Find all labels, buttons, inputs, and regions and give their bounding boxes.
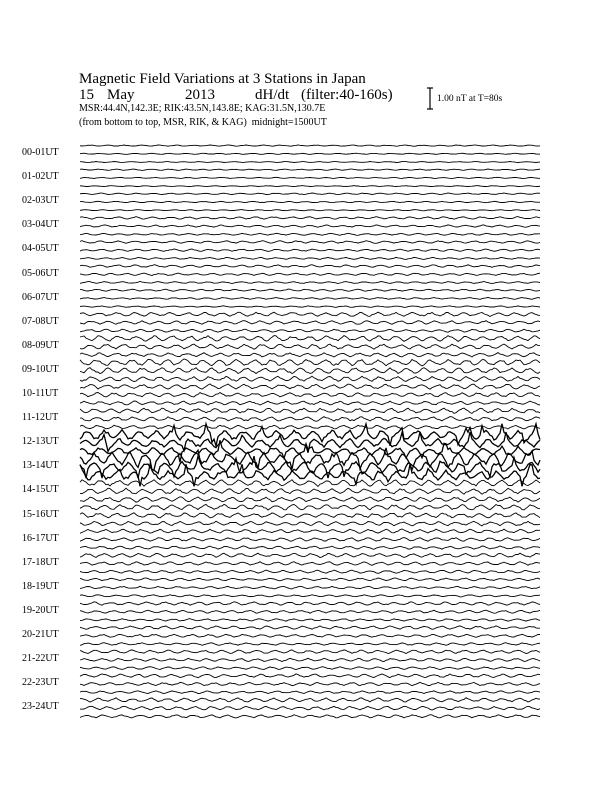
scale-bar [427,88,433,109]
hour-label: 19-20UT [22,604,59,616]
trace-kag-14-15UT [80,480,540,487]
trace-rik-04-05UT [80,249,540,251]
hour-label: 06-07UT [22,291,59,303]
hour-label: 12-13UT [22,436,59,448]
trace-rik-16-17UT [80,538,540,542]
hour-label: 13-14UT [22,460,59,472]
trace-msr-05-06UT [80,282,540,284]
midnight-note: midnight=1500UT [251,117,327,128]
hour-label: 05-06UT [22,267,59,279]
trace-kag-23-24UT [80,698,540,702]
trace-msr-18-19UT [80,595,540,597]
trace-rik-19-20UT [80,610,540,613]
hour-label: 07-08UT [22,315,59,327]
trace-rik-02-03UT [80,201,540,202]
quantity-label: dH/dt [255,87,290,103]
trace-rik-18-19UT [80,586,540,589]
trace-kag-15-16UT [80,504,540,510]
trace-rik-05-06UT [80,273,540,275]
hour-label: 15-16UT [22,508,59,520]
trace-rik-01-02UT [80,177,540,178]
hour-label: 04-05UT [22,243,59,255]
trace-msr-17-18UT [80,570,540,573]
trace-kag-21-22UT [80,650,540,654]
trace-rik-21-22UT [80,658,540,661]
hour-label: 08-09UT [22,339,59,351]
hour-label: 20-21UT [22,629,59,640]
trace-kag-10-11UT [80,384,540,389]
trace-msr-03-04UT [80,233,540,235]
trace-kag-17-18UT [80,553,540,557]
trace-kag-04-05UT [80,241,540,244]
trace-kag-05-06UT [80,265,540,268]
hour-label: 18-19UT [22,580,59,592]
trace-kag-09-10UT [80,359,540,366]
filter-label: (filter:40-160s) [301,87,393,103]
trace-rik-07-08UT [80,321,540,325]
scale-bar-label: 1.00 nT at T=80s [437,94,503,104]
trace-kag-02-03UT [80,193,540,195]
date-year: 2013 [185,87,215,103]
trace-rik-14-15UT [80,488,540,494]
trace-msr-06-07UT [80,306,540,308]
hour-label: 11-12UT [22,412,59,424]
trace-rik-09-10UT [80,368,540,374]
trace-msr-11-12UT [80,425,540,429]
hour-label: 22-23UT [22,677,59,689]
trace-rik-12-13UT [80,432,540,453]
hour-label: 03-04UT [22,219,59,231]
trace-kag-18-19UT [80,578,540,581]
trace-rik-00-01UT [80,153,540,154]
chart-title: Magnetic Field Variations at 3 Stations in Japan [79,71,366,87]
trace-msr-20-21UT [80,643,540,646]
trace-rik-08-09UT [80,344,540,349]
trace-msr-16-17UT [80,546,540,549]
hour-label: 02-03UT [22,195,59,207]
hour-label: 00-01UT [22,147,59,158]
trace-rik-20-21UT [80,634,540,637]
trace-kag-20-21UT [80,626,540,629]
hour-label: 09-10UT [22,363,59,375]
trace-kag-01-02UT [80,169,540,170]
trace-msr-07-08UT [80,329,540,332]
hour-label: 21-22UT [22,653,59,665]
hour-label: 16-17UT [22,532,59,544]
order-note: (from bottom to top, MSR, RIK, & KAG) [79,117,247,128]
trace-msr-10-11UT [80,401,540,405]
trace-msr-22-23UT [80,691,540,694]
trace-rik-22-23UT [80,682,540,685]
trace-kag-00-01UT [80,145,540,146]
trace-rik-06-07UT [80,297,540,299]
trace-rik-11-12UT [80,417,540,422]
trace-kag-19-20UT [80,602,540,605]
trace-rik-15-16UT [80,513,540,518]
trace-kag-16-17UT [80,529,540,533]
trace-rik-10-11UT [80,393,540,397]
trace-msr-14-15UT [80,497,540,502]
trace-msr-04-05UT [80,257,540,259]
hour-label: 01-02UT [22,171,59,183]
trace-msr-08-09UT [80,353,540,357]
trace-rik-23-24UT [80,706,540,710]
hour-label: 17-18UT [22,556,59,568]
trace-msr-19-20UT [80,619,540,622]
trace-msr-09-10UT [80,376,540,381]
hour-label: 10-11UT [22,388,59,399]
trace-kag-07-08UT [80,312,540,316]
trace-kag-11-12UT [80,408,540,413]
trace-msr-01-02UT [80,186,540,187]
trace-kag-06-07UT [80,289,540,291]
hour-label: 23-24UT [22,701,59,713]
trace-kag-22-23UT [80,674,540,678]
trace-msr-02-03UT [80,210,540,211]
trace-msr-23-24UT [80,715,540,718]
trace-msr-00-01UT [80,162,540,163]
trace-kag-03-04UT [80,217,540,220]
traces-group [80,145,540,718]
date-month: May [107,87,135,103]
date-day: 15 [79,87,94,103]
trace-kag-08-09UT [80,336,540,342]
trace-msr-21-22UT [80,667,540,670]
station-coordinates: MSR:44.4N,142.3E; RIK:43.5N,143.8E; KAG:31.5N,130.7E [79,103,326,114]
trace-rik-03-04UT [80,225,540,227]
trace-msr-15-16UT [80,521,540,526]
trace-rik-17-18UT [80,562,540,566]
hour-label: 14-15UT [22,484,59,496]
